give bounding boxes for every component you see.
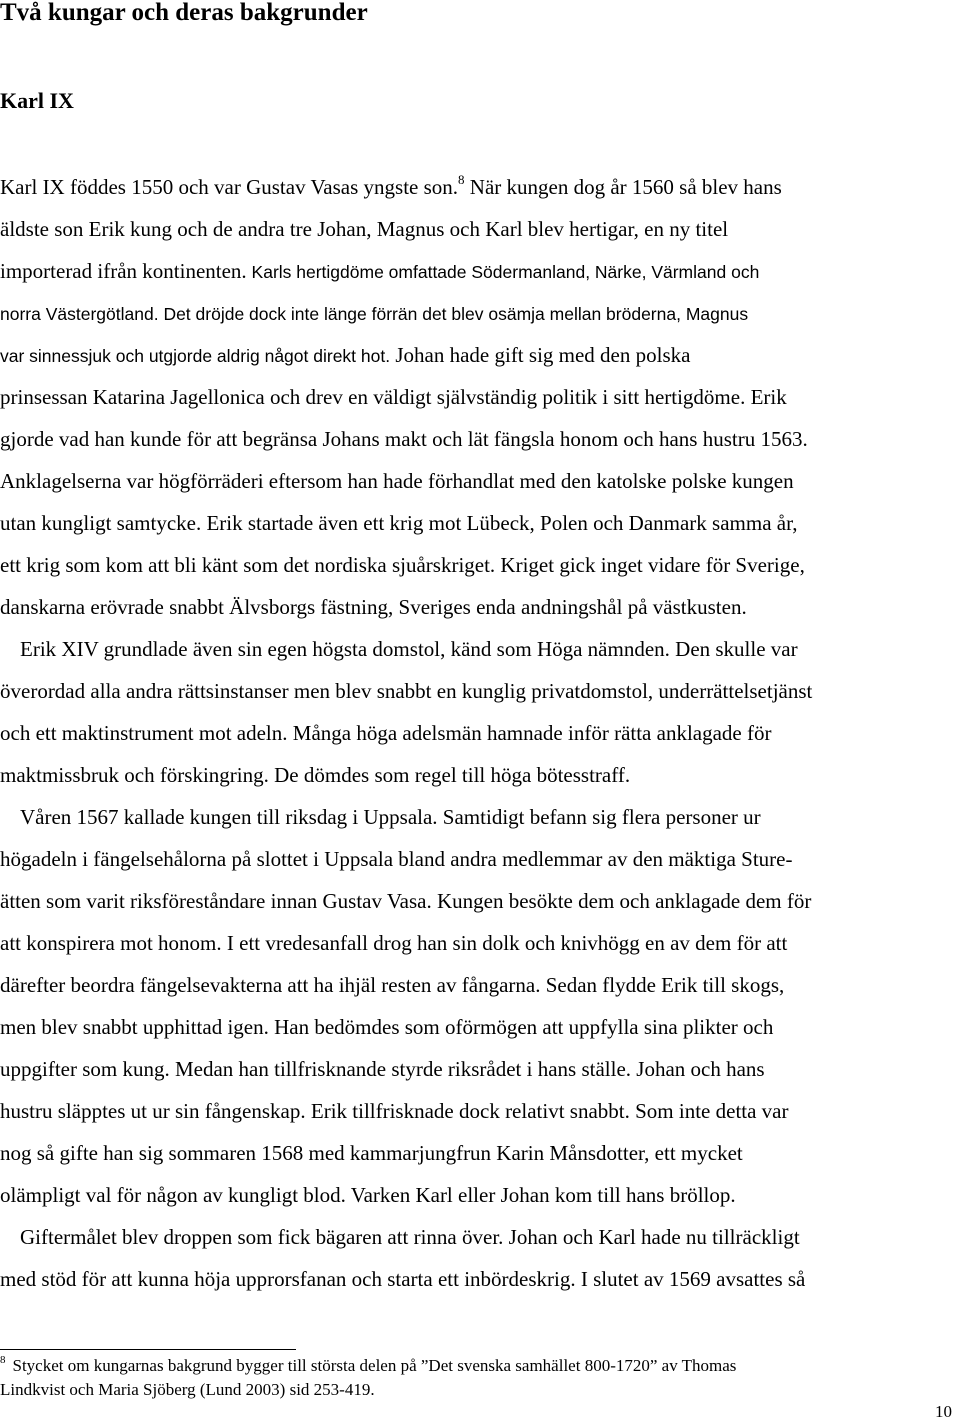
text-line: Giftermålet blev droppen som fick bägaren att rinna över. Johan och Karl hade nu tillräckligt	[20, 1225, 800, 1249]
text-line-part: Karl IX föddes 1550 och var Gustav Vasas yngste son.	[0, 175, 459, 199]
text-line-part: var sinnessjuk och utgjorde aldrig något direkt hot.	[0, 346, 391, 366]
text-line-part: Karls hertigdöme omfattade Södermanland, Närke, Värmland och	[246, 262, 760, 282]
page-number: 10	[935, 1402, 952, 1421]
text-line-part: Johan hade gift sig med den polska	[390, 343, 691, 367]
text-line-part: När kungen dog år 1560 så blev hans	[464, 175, 782, 199]
body-text	[0, 166, 960, 1300]
text-line-part: importerad ifrån kontinenten.	[0, 259, 247, 283]
text-line-part: norra Västergötland.	[0, 304, 159, 324]
text-line	[0, 166, 960, 208]
footnote-reference[interactable]: 8	[458, 172, 465, 187]
text-line: högadeln i fängelsehålorna på slottet i Uppsala bland andra medlemmar av den mäktiga Sture-	[0, 847, 793, 871]
text-line: Erik XIV grundlade även sin egen högsta domstol, känd som Höga nämnden. Den skulle var	[20, 637, 798, 661]
section-heading: Karl IX	[0, 88, 74, 113]
text-line: prinsessan Katarina Jagellonica och drev en väldigt självständig politik i sitt hertigdöme. Erik	[0, 385, 787, 409]
text-line: ett krig som kom att bli känt som det nordiska sjuårskriget. Kriget gick inget vidare för Sverige,	[0, 553, 805, 577]
text-line: olämpligt val för någon av kungligt blod. Varken Karl eller Johan kom till hans bröllop.	[0, 1183, 736, 1207]
text-line	[0, 334, 960, 376]
text-line: utan kungligt samtycke. Erik startade även ett krig mot Lübeck, Polen och Danmark samma år,	[0, 511, 798, 535]
footnote-line: Lindkvist och Maria Sjöberg (Lund 2003) sid 253-419.	[0, 1380, 375, 1399]
document-title: Två kungar och deras bakgrunder	[0, 0, 368, 26]
footnote-number: 8	[0, 1354, 6, 1366]
text-line: och ett maktinstrument mot adeln. Många höga adelsmän hamnade inför rätta anklagade för	[0, 721, 772, 745]
text-line: nog så gifte han sig sommaren 1568 med kammarjungfrun Karin Månsdotter, ett mycket	[0, 1141, 743, 1165]
footnote-text: Stycket om kungarnas bakgrund bygger till största delen på ”Det svenska samhället 800-1720” av Thomas	[12, 1356, 737, 1375]
text-line: Våren 1567 kallade kungen till riksdag i Uppsala. Samtidigt befann sig flera personer ur	[20, 805, 761, 829]
text-line: danskarna erövrade snabbt Älvsborgs fästning, Sveriges enda andningshål på västkusten.	[0, 595, 747, 619]
footnote	[0, 1355, 940, 1401]
text-line: uppgifter som kung. Medan han tillfrisknande styrde riksrådet i hans ställe. Johan och hans	[0, 1057, 765, 1081]
text-line: med stöd för att kunna höja upprorsfanan och starta ett inbördeskrig. I slutet av 1569 avsattes så	[0, 1267, 806, 1291]
text-line-part: Det dröjde dock inte länge förrän det blev osämja mellan bröderna, Magnus	[158, 304, 749, 324]
text-line: äldste son Erik kung och de andra tre Johan, Magnus och Karl blev hertigar, en ny titel	[0, 217, 729, 241]
text-line	[0, 250, 960, 292]
text-line: men blev snabbt upphittad igen. Han bedömdes som oförmögen att uppfylla sina plikter och	[0, 1015, 774, 1039]
text-line: maktmissbruk och förskingring. De dömdes som regel till höga bötesstraff.	[0, 763, 631, 787]
text-line: överordad alla andra rättsinstanser men blev snabbt en kunglig privatdomstol, underrättelsetjänst	[0, 679, 813, 703]
text-line: ätten som varit riksföreståndare innan Gustav Vasa. Kungen besökte dem och anklagade dem för	[0, 889, 812, 913]
text-line: hustru släpptes ut ur sin fångenskap. Erik tillfrisknade dock relativt snabbt. Som inte detta var	[0, 1099, 789, 1123]
footnote-divider	[0, 1349, 296, 1350]
text-line: att konspirera mot honom. I ett vredesanfall drog han sin dolk och knivhögg en av dem för att	[0, 931, 788, 955]
footnote-line	[0, 1355, 940, 1379]
text-line	[0, 292, 960, 334]
text-line: Anklagelserna var högförräderi eftersom han hade förhandlat med den katolske polske kungen	[0, 469, 794, 493]
text-line: gjorde vad han kunde för att begränsa Johans makt och lät fängsla honom och hans hustru 1563.	[0, 427, 808, 451]
text-line: därefter beordra fängelsevakterna att ha ihjäl resten av fångarna. Sedan flydde Erik till skogs,	[0, 973, 785, 997]
